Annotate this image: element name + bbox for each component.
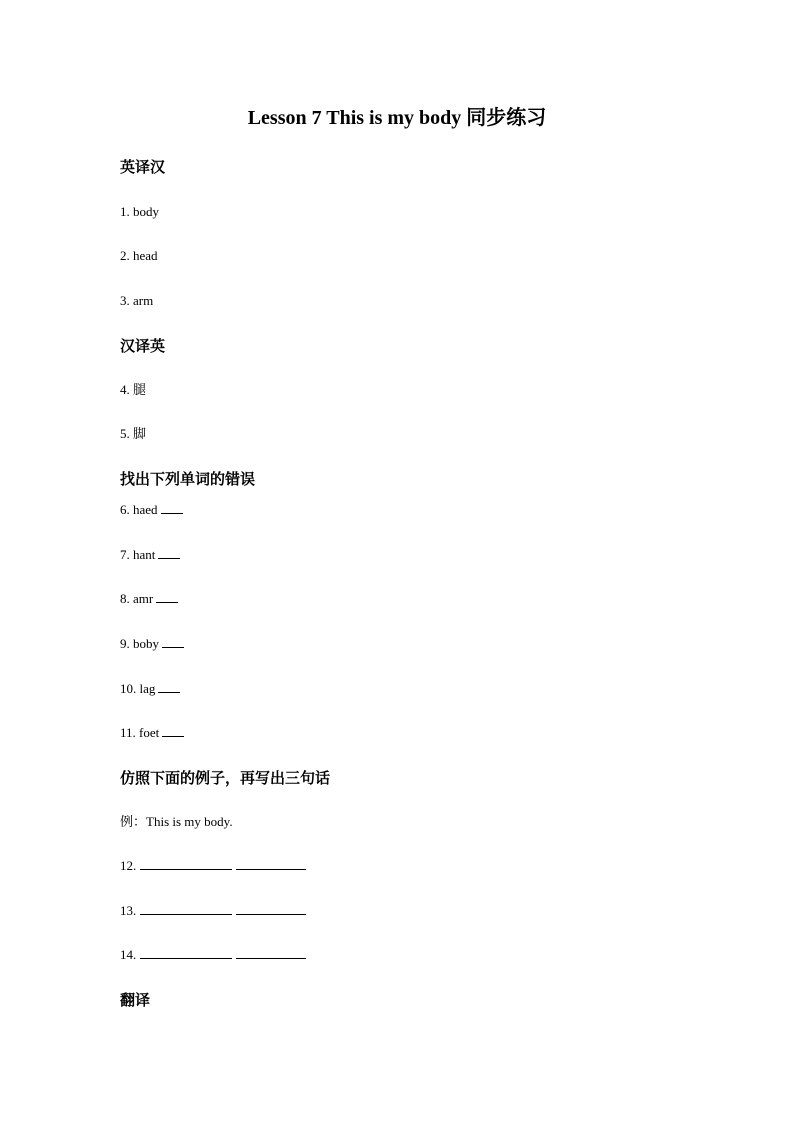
question-12-number: 12. bbox=[120, 858, 137, 873]
question-13 bbox=[120, 902, 306, 920]
answer-blank[interactable] bbox=[162, 635, 184, 648]
page-title: Lesson 7 This is my body 同步练习 bbox=[247, 107, 547, 129]
question-5-word: 脚 bbox=[133, 427, 147, 442]
question-3: 3. arm bbox=[120, 293, 154, 308]
question-10-text: 10. lag bbox=[120, 681, 156, 696]
question-7-text: 7. hant bbox=[120, 547, 156, 562]
section-heading-find-errors: 找出下列单词的错误 bbox=[120, 470, 256, 488]
question-12 bbox=[120, 857, 306, 875]
question-5-number: 5. bbox=[120, 426, 133, 441]
section-heading-imitate: 仿照下面的例子，再写出三句话 bbox=[120, 769, 331, 787]
question-9 bbox=[120, 635, 184, 653]
question-5 bbox=[120, 425, 146, 444]
question-14-number: 14. bbox=[120, 947, 137, 962]
question-10 bbox=[120, 680, 180, 698]
question-14 bbox=[120, 946, 306, 964]
answer-blank[interactable] bbox=[236, 902, 306, 915]
question-4-word: 腿 bbox=[133, 383, 147, 398]
answer-blank[interactable] bbox=[140, 946, 232, 959]
question-11-text: 11. foet bbox=[120, 725, 160, 740]
question-6-text: 6. haed bbox=[120, 502, 158, 517]
answer-blank[interactable] bbox=[161, 501, 183, 514]
question-9-text: 9. boby bbox=[120, 636, 159, 651]
question-2: 2. head bbox=[120, 248, 158, 263]
example-prefix: 例： bbox=[120, 815, 147, 830]
answer-blank[interactable] bbox=[140, 857, 232, 870]
section-heading-en-to-cn: 英译汉 bbox=[120, 158, 166, 176]
answer-blank[interactable] bbox=[140, 902, 232, 915]
section-heading-cn-to-en: 汉译英 bbox=[120, 337, 166, 355]
question-6 bbox=[120, 501, 183, 519]
answer-blank[interactable] bbox=[158, 680, 180, 693]
answer-blank[interactable] bbox=[236, 946, 306, 959]
question-11 bbox=[120, 724, 184, 742]
example-text: This is my body. bbox=[146, 814, 233, 829]
question-1: 1. body bbox=[120, 204, 159, 219]
question-7 bbox=[120, 546, 180, 564]
answer-blank[interactable] bbox=[236, 857, 306, 870]
answer-blank[interactable] bbox=[156, 590, 178, 603]
question-8-text: 8. amr bbox=[120, 591, 154, 606]
question-8 bbox=[120, 590, 178, 608]
answer-blank[interactable] bbox=[158, 546, 180, 559]
answer-blank[interactable] bbox=[162, 724, 184, 737]
question-4 bbox=[120, 381, 146, 400]
example-sentence bbox=[120, 813, 233, 832]
question-13-number: 13. bbox=[120, 903, 137, 918]
section-heading-translate: 翻译 bbox=[120, 991, 151, 1009]
question-4-number: 4. bbox=[120, 382, 133, 397]
